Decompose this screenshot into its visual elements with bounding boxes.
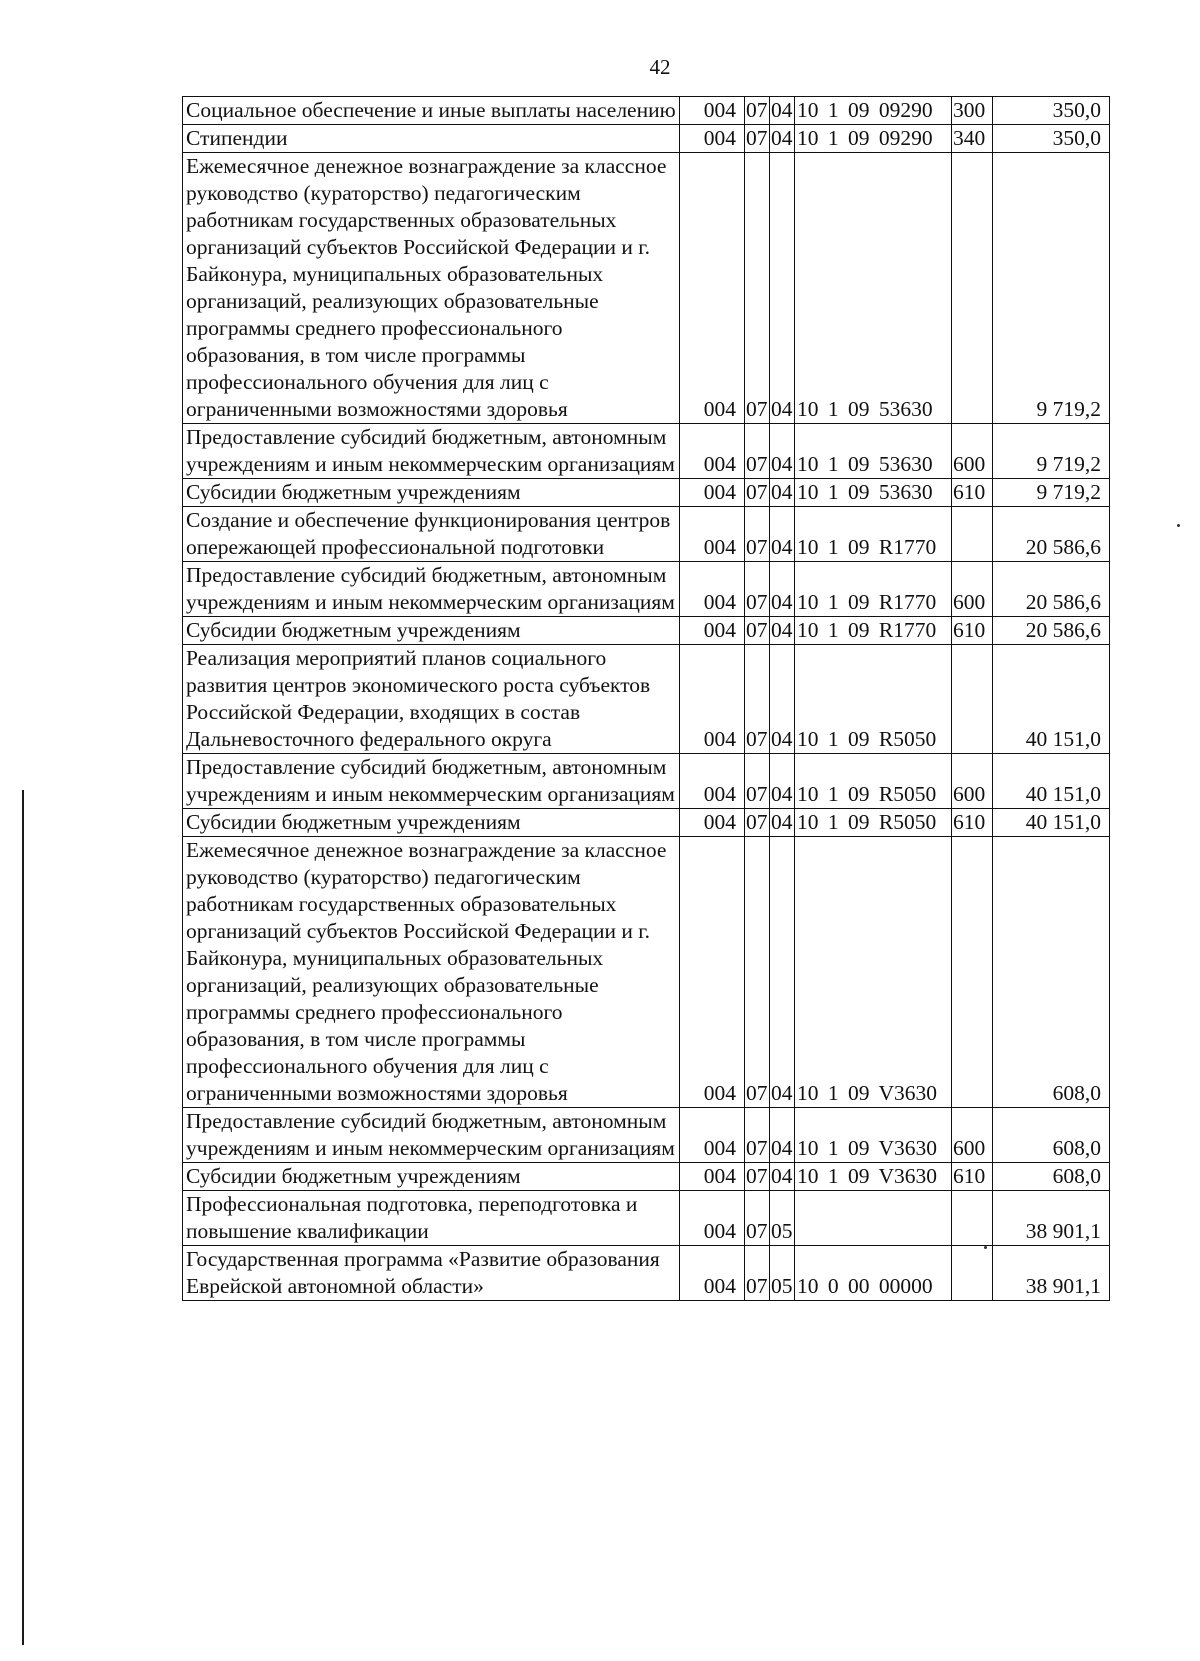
row-section: 07 — [745, 479, 770, 507]
row-type: 610 — [952, 1163, 993, 1191]
row-code: 004 — [680, 1191, 745, 1246]
row-name: Создание и обеспечение функционирования центров опережающей профессиональной подготовки — [183, 507, 680, 562]
row-amount: 40 151,0 — [993, 754, 1110, 809]
row-amount: 350,0 — [993, 125, 1110, 153]
row-code: 004 — [680, 479, 745, 507]
table-row — [183, 562, 1110, 617]
table-row — [183, 1163, 1110, 1191]
scan-speck — [1177, 524, 1180, 527]
row-type: 610 — [952, 479, 993, 507]
row-amount: 40 151,0 — [993, 809, 1110, 837]
row-code: 004 — [680, 1163, 745, 1191]
row-target: 10 1 09 R5050 — [795, 754, 952, 809]
row-target: 10 1 09 53630 — [795, 153, 952, 424]
row-name: Реализация мероприятий планов социального развития центров экономического роста субъектов Российской Федерации, входящих в состав Дальневосточного федерального округа — [183, 645, 680, 754]
row-type — [952, 507, 993, 562]
row-type: 600 — [952, 754, 993, 809]
row-name: Предоставление субсидий бюджетным, автономным учреждениям и иным некоммерческим организациям — [183, 562, 680, 617]
table-row — [183, 754, 1110, 809]
row-code: 004 — [680, 809, 745, 837]
page-number: 42 — [649, 55, 671, 79]
row-type — [952, 1191, 993, 1246]
row-target: 10 1 09 R5050 — [795, 809, 952, 837]
row-amount: 350,0 — [993, 97, 1110, 125]
row-subsection: 04 — [770, 1108, 795, 1163]
row-section: 07 — [745, 809, 770, 837]
row-subsection: 04 — [770, 754, 795, 809]
table-row — [183, 645, 1110, 754]
table-row — [183, 1191, 1110, 1246]
row-type — [952, 153, 993, 424]
row-section: 07 — [745, 153, 770, 424]
row-name: Субсидии бюджетным учреждениям — [183, 479, 680, 507]
table-row — [183, 97, 1110, 125]
row-section: 07 — [745, 1191, 770, 1246]
row-type — [952, 837, 993, 1108]
row-subsection: 04 — [770, 125, 795, 153]
row-target: 10 1 09 R1770 — [795, 617, 952, 645]
row-target: 10 1 09 R1770 — [795, 507, 952, 562]
row-section: 07 — [745, 562, 770, 617]
row-type — [952, 1246, 993, 1301]
row-subsection: 04 — [770, 645, 795, 754]
row-target — [795, 1191, 952, 1246]
row-code: 004 — [680, 617, 745, 645]
row-target: 10 1 09 V3630 — [795, 837, 952, 1108]
row-code: 004 — [680, 837, 745, 1108]
row-subsection: 04 — [770, 424, 795, 479]
row-type: 610 — [952, 809, 993, 837]
row-name: Субсидии бюджетным учреждениям — [183, 809, 680, 837]
row-amount: 9 719,2 — [993, 153, 1110, 424]
row-target: 10 1 09 09290 — [795, 97, 952, 125]
row-code: 004 — [680, 754, 745, 809]
row-amount: 40 151,0 — [993, 645, 1110, 754]
budget-table-body — [183, 97, 1110, 1301]
row-target: 10 1 09 R5050 — [795, 645, 952, 754]
row-subsection: 04 — [770, 809, 795, 837]
row-type: 600 — [952, 562, 993, 617]
table-row — [183, 479, 1110, 507]
row-type: 340 — [952, 125, 993, 153]
table-row — [183, 809, 1110, 837]
row-subsection: 04 — [770, 562, 795, 617]
row-code: 004 — [680, 153, 745, 424]
row-amount: 9 719,2 — [993, 479, 1110, 507]
table-row — [183, 837, 1110, 1108]
row-code: 004 — [680, 1246, 745, 1301]
row-amount: 20 586,6 — [993, 617, 1110, 645]
table-row — [183, 424, 1110, 479]
row-name: Профессиональная подготовка, переподготовка и повышение квалификации — [183, 1191, 680, 1246]
row-target: 10 1 09 V3630 — [795, 1163, 952, 1191]
row-subsection: 04 — [770, 153, 795, 424]
row-name: Предоставление субсидий бюджетным, автономным учреждениям и иным некоммерческим организациям — [183, 424, 680, 479]
row-name: Субсидии бюджетным учреждениям — [183, 617, 680, 645]
row-type: 610 — [952, 617, 993, 645]
row-section: 07 — [745, 837, 770, 1108]
row-amount: 38 901,1 — [993, 1246, 1110, 1301]
row-code: 004 — [680, 562, 745, 617]
row-target: 10 0 00 00000 — [795, 1246, 952, 1301]
row-section: 07 — [745, 507, 770, 562]
row-subsection: 04 — [770, 1163, 795, 1191]
row-section: 07 — [745, 754, 770, 809]
row-code: 004 — [680, 507, 745, 562]
row-name: Социальное обеспечение и иные выплаты населению — [183, 97, 680, 125]
row-code: 004 — [680, 1108, 745, 1163]
row-name: Стипендии — [183, 125, 680, 153]
row-name: Субсидии бюджетным учреждениям — [183, 1163, 680, 1191]
row-type — [952, 645, 993, 754]
row-section: 07 — [745, 125, 770, 153]
table-row — [183, 1246, 1110, 1301]
row-name: Ежемесячное денежное вознаграждение за классное руководство (кураторство) педагогическим работникам государственных образовательных организаций субъектов Российской Федерации и г. Байконура, муниципальных образовательных организаций, реализующих образовательные программы среднего профессионального образования, в том числе программы профессионального обучения для лиц с ограниченными возможностями здоровья — [183, 837, 680, 1108]
table-row — [183, 153, 1110, 424]
scan-margin-line — [22, 790, 24, 1645]
row-type: 600 — [952, 1108, 993, 1163]
row-target: 10 1 09 R1770 — [795, 562, 952, 617]
row-target: 10 1 09 V3630 — [795, 1108, 952, 1163]
row-target: 10 1 09 53630 — [795, 424, 952, 479]
budget-table — [182, 96, 1110, 1301]
table-row — [183, 507, 1110, 562]
row-subsection: 04 — [770, 479, 795, 507]
row-subsection: 04 — [770, 507, 795, 562]
row-type: 300 — [952, 97, 993, 125]
row-code: 004 — [680, 125, 745, 153]
row-amount: 20 586,6 — [993, 562, 1110, 617]
row-code: 004 — [680, 645, 745, 754]
row-amount: 608,0 — [993, 1163, 1110, 1191]
row-subsection: 04 — [770, 97, 795, 125]
row-code: 004 — [680, 424, 745, 479]
table-row — [183, 1108, 1110, 1163]
row-subsection: 04 — [770, 837, 795, 1108]
row-target: 10 1 09 09290 — [795, 125, 952, 153]
row-type: 600 — [952, 424, 993, 479]
row-name: Предоставление субсидий бюджетным, автономным учреждениям и иным некоммерческим организациям — [183, 754, 680, 809]
row-section: 07 — [745, 617, 770, 645]
row-section: 07 — [745, 424, 770, 479]
row-amount: 38 901,1 — [993, 1191, 1110, 1246]
row-subsection: 05 — [770, 1191, 795, 1246]
row-name: Предоставление субсидий бюджетным, автономным учреждениям и иным некоммерческим организациям — [183, 1108, 680, 1163]
row-amount: 608,0 — [993, 837, 1110, 1108]
row-name: Ежемесячное денежное вознаграждение за классное руководство (кураторство) педагогическим работникам государственных образовательных организаций субъектов Российской Федерации и г. Байконура, муниципальных образовательных организаций, реализующих образовательные программы среднего профессионального образования, в том числе программы профессионального обучения для лиц с ограниченными возможностями здоровья — [183, 153, 680, 424]
row-code: 004 — [680, 97, 745, 125]
row-amount: 20 586,6 — [993, 507, 1110, 562]
row-section: 07 — [745, 97, 770, 125]
row-section: 07 — [745, 1108, 770, 1163]
row-amount: 608,0 — [993, 1108, 1110, 1163]
row-section: 07 — [745, 1246, 770, 1301]
table-row — [183, 125, 1110, 153]
row-amount: 9 719,2 — [993, 424, 1110, 479]
table-row — [183, 617, 1110, 645]
row-subsection: 05 — [770, 1246, 795, 1301]
row-section: 07 — [745, 645, 770, 754]
row-target: 10 1 09 53630 — [795, 479, 952, 507]
row-subsection: 04 — [770, 617, 795, 645]
row-name: Государственная программа «Развитие образования Еврейской автономной области» — [183, 1246, 680, 1301]
row-section: 07 — [745, 1163, 770, 1191]
